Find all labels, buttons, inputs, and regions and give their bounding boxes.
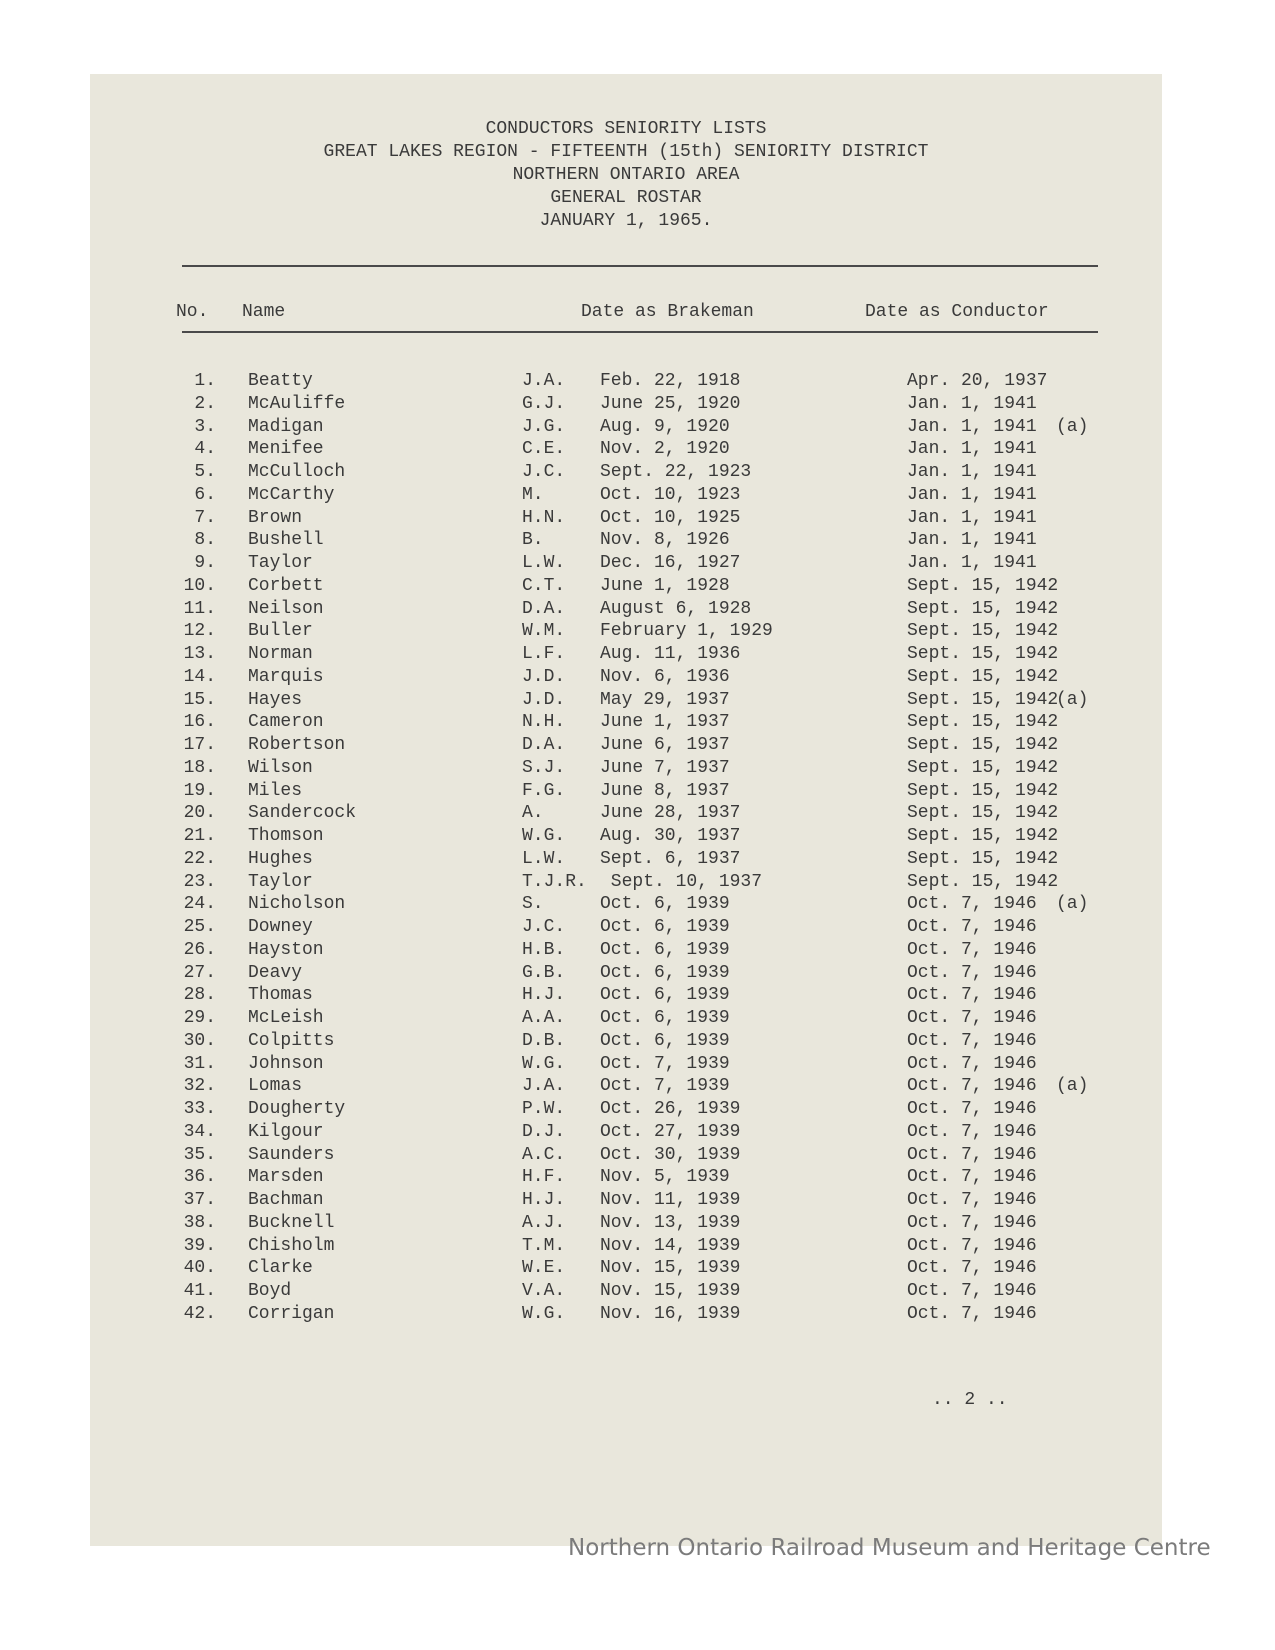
row-name: Deavy [248, 962, 303, 983]
row-number: 31. [183, 1053, 216, 1074]
row-initials: A.A. [522, 1008, 566, 1028]
table-row [90, 871, 1162, 894]
column-header-brakeman: Date as Brakeman [581, 302, 754, 322]
row-initials: G.B. [522, 962, 566, 983]
row-name: Hughes [248, 848, 313, 869]
row-conductor-date: Oct. 7, 1946 [907, 985, 1037, 1006]
row-conductor-date: Oct. 7, 1946 [907, 1030, 1037, 1051]
table-row [90, 1030, 1162, 1053]
heading-line-1: CONDUCTORS SENIORITY LISTS [485, 119, 767, 139]
row-initials: J.C. [522, 917, 566, 937]
seniority-list [90, 370, 1162, 1326]
row-number: 16. [183, 712, 216, 733]
row-name: Norman [248, 644, 313, 664]
row-brakeman-date: Oct. 6, 1939 [600, 985, 730, 1006]
table-row [90, 575, 1162, 598]
row-number: 9. [194, 553, 216, 573]
row-conductor-date: Oct. 7, 1946 [907, 917, 1037, 937]
row-conductor-date: Oct. 7, 1946 [907, 1258, 1037, 1279]
row-name: Bachman [248, 1190, 324, 1210]
table-row [90, 916, 1162, 939]
row-initials: A.C. [522, 1144, 566, 1165]
row-number: 41. [183, 1281, 216, 1301]
row-initials: W.M. [522, 621, 566, 642]
row-initials: J.C. [522, 462, 566, 482]
document-heading [90, 118, 1162, 233]
row-brakeman-date: Oct. 6, 1939 [600, 939, 730, 960]
row-brakeman-date: June 6, 1937 [600, 735, 730, 755]
row-name: Dougherty [248, 1099, 346, 1119]
row-conductor-date: Oct. 7, 1946 [907, 962, 1037, 983]
row-note: (a) [1056, 1076, 1089, 1097]
row-name: Hayston [248, 939, 324, 960]
row-conductor-date: Sept. 15, 1942 [907, 598, 1059, 619]
row-brakeman-date: May 29, 1937 [600, 689, 730, 710]
row-name: Cameron [248, 712, 324, 733]
row-number: 34. [183, 1121, 216, 1142]
table-row [90, 416, 1162, 439]
row-conductor-date: Oct. 7, 1946 [907, 1144, 1037, 1165]
row-conductor-date: Oct. 7, 1946 [907, 1303, 1037, 1324]
row-conductor-date: Sept. 15, 1942 [907, 826, 1059, 846]
row-conductor-date: Oct. 7, 1946 [907, 939, 1037, 960]
row-initials: N.H. [522, 712, 566, 733]
row-name: McAuliffe [248, 393, 346, 414]
page-marker: .. 2 .. [932, 1390, 1008, 1410]
row-conductor-date: Sept. 15, 1942 [907, 575, 1059, 596]
row-brakeman-date: Oct. 30, 1939 [600, 1144, 741, 1165]
row-name: Marsden [248, 1167, 324, 1188]
row-brakeman-date: Nov. 2, 1920 [600, 439, 730, 460]
row-number: 25. [183, 917, 216, 937]
row-number: 37. [183, 1190, 216, 1210]
row-name: Miles [248, 780, 303, 801]
row-name: Saunders [248, 1144, 335, 1165]
row-initials: D.J. [522, 1121, 566, 1142]
row-conductor-date: Jan. 1, 1941 [907, 416, 1037, 437]
table-row [90, 711, 1162, 734]
table-row [90, 507, 1162, 530]
table-row [90, 529, 1162, 552]
row-conductor-date: Jan. 1, 1941 [907, 484, 1037, 505]
heading-line-4: GENERAL ROSTAR [550, 188, 702, 208]
row-initials: H.F. [522, 1167, 566, 1188]
row-number: 3. [194, 416, 216, 437]
table-row [90, 1121, 1162, 1144]
row-brakeman-date: Nov. 14, 1939 [600, 1235, 741, 1256]
table-row [90, 984, 1162, 1007]
row-name: Beatty [248, 371, 313, 391]
row-initials: C.T. [522, 575, 566, 596]
row-number: 19. [183, 780, 216, 801]
row-number: 26. [183, 939, 216, 960]
table-row [90, 1189, 1162, 1212]
row-number: 15. [183, 689, 216, 710]
row-number: 7. [194, 507, 216, 528]
row-number: 21. [183, 826, 216, 846]
row-brakeman-date: August 6, 1928 [600, 598, 752, 619]
row-initials: F.G. [522, 780, 566, 801]
table-row [90, 393, 1162, 416]
row-conductor-date: Jan. 1, 1941 [907, 393, 1037, 414]
row-initials: W.E. [522, 1258, 566, 1279]
row-conductor-date: Oct. 7, 1946 [907, 1121, 1037, 1142]
row-brakeman-date: Nov. 15, 1939 [600, 1258, 741, 1279]
row-brakeman-date: Aug. 9, 1920 [600, 416, 730, 437]
row-number: 28. [183, 985, 216, 1006]
row-number: 30. [183, 1030, 216, 1051]
row-number: 6. [194, 484, 216, 505]
row-name: Bucknell [248, 1212, 335, 1233]
row-brakeman-date: Oct. 27, 1939 [600, 1121, 741, 1142]
row-brakeman-date: February 1, 1929 [600, 621, 773, 642]
row-brakeman-date: June 28, 1937 [600, 803, 741, 824]
row-number: 20. [183, 803, 216, 824]
table-row [90, 689, 1162, 712]
row-initials: H.J. [522, 985, 566, 1006]
row-name: Neilson [248, 598, 324, 619]
row-brakeman-date: June 1, 1937 [600, 712, 730, 733]
row-number: 4. [194, 439, 216, 460]
row-initials: W.G. [522, 1303, 566, 1324]
row-name: Chisholm [248, 1235, 335, 1256]
row-conductor-date: Oct. 7, 1946 [907, 1212, 1037, 1233]
row-conductor-date: Oct. 7, 1946 [907, 1053, 1037, 1074]
row-name: Menifee [248, 439, 324, 460]
row-initials: J.A. [522, 1076, 566, 1097]
row-brakeman-date: June 25, 1920 [600, 393, 741, 414]
row-number: 40. [183, 1258, 216, 1279]
row-initials: B. [522, 530, 544, 551]
row-brakeman-date: Oct. 26, 1939 [600, 1099, 741, 1119]
row-number: 12. [183, 621, 216, 642]
row-number: 8. [194, 530, 216, 551]
row-conductor-date: Oct. 7, 1946 [907, 1008, 1037, 1028]
row-number: 32. [183, 1076, 216, 1097]
row-initials: H.N. [522, 507, 566, 528]
row-conductor-date: Sept. 15, 1942 [907, 803, 1059, 824]
row-initials: P.W. [522, 1099, 566, 1119]
row-initials: S. [522, 894, 544, 915]
row-brakeman-date: Aug. 30, 1937 [600, 826, 741, 846]
row-number: 13. [183, 644, 216, 664]
row-initials: L.W. [522, 553, 566, 573]
heading-line-2: GREAT LAKES REGION - FIFTEENTH (15th) SENIORITY DISTRICT [323, 142, 929, 162]
row-name: Lomas [248, 1076, 303, 1097]
row-conductor-date: Jan. 1, 1941 [907, 439, 1037, 460]
row-initials: T.J.R. [522, 871, 587, 892]
row-brakeman-date: Aug. 11, 1936 [600, 644, 741, 664]
row-note: (a) [1056, 894, 1089, 915]
row-name: Boyd [248, 1281, 292, 1301]
row-initials: A. [522, 803, 544, 824]
row-number: 2. [194, 393, 216, 414]
table-row [90, 643, 1162, 666]
row-number: 38. [183, 1212, 216, 1233]
table-row [90, 939, 1162, 962]
top-divider [182, 265, 1098, 267]
row-brakeman-date: Sept. 6, 1937 [600, 848, 741, 869]
row-initials: D.B. [522, 1030, 566, 1051]
table-row [90, 484, 1162, 507]
row-number: 11. [183, 598, 216, 619]
row-brakeman-date: Oct. 6, 1939 [600, 962, 730, 983]
row-initials: J.G. [522, 416, 566, 437]
table-row [90, 1166, 1162, 1189]
row-brakeman-date: Feb. 22, 1918 [600, 371, 741, 391]
row-brakeman-date: June 1, 1928 [600, 575, 730, 596]
column-header-name: Name [242, 302, 286, 322]
table-row [90, 1280, 1162, 1303]
row-brakeman-date: Oct. 6, 1939 [600, 1030, 730, 1051]
table-row [90, 1212, 1162, 1235]
row-initials: M. [522, 484, 544, 505]
table-row [90, 1053, 1162, 1076]
table-row [90, 1007, 1162, 1030]
row-name: McLeish [248, 1008, 324, 1028]
row-name: McCarthy [248, 484, 335, 505]
row-name: McCulloch [248, 462, 346, 482]
row-name: Hayes [248, 689, 303, 710]
row-number: 5. [194, 462, 216, 482]
row-initials: L.W. [522, 848, 566, 869]
row-number: 24. [183, 894, 216, 915]
table-row [90, 620, 1162, 643]
row-conductor-date: Jan. 1, 1941 [907, 462, 1037, 482]
header-divider [182, 331, 1098, 333]
row-conductor-date: Oct. 7, 1946 [907, 1099, 1037, 1119]
row-note: (a) [1056, 689, 1089, 710]
table-row [90, 1075, 1162, 1098]
row-name: Downey [248, 917, 313, 937]
row-initials: D.A. [522, 735, 566, 755]
table-row [90, 802, 1162, 825]
row-initials: J.A. [522, 371, 566, 391]
heading-line-3: NORTHERN ONTARIO AREA [512, 165, 740, 185]
table-row [90, 1303, 1162, 1326]
row-brakeman-date: Oct. 7, 1939 [600, 1076, 730, 1097]
table-row [90, 370, 1162, 393]
table-row [90, 734, 1162, 757]
row-note: (a) [1056, 416, 1089, 437]
table-row [90, 1257, 1162, 1280]
row-name: Sandercock [248, 803, 357, 824]
row-conductor-date: Jan. 1, 1941 [907, 530, 1037, 551]
row-name: Clarke [248, 1258, 313, 1279]
row-conductor-date: Oct. 7, 1946 [907, 1190, 1037, 1210]
column-header-no: No. [176, 302, 209, 322]
document-page [90, 74, 1162, 1546]
table-row [90, 825, 1162, 848]
row-number: 33. [183, 1099, 216, 1119]
table-row [90, 962, 1162, 985]
row-name: Corbett [248, 575, 324, 596]
row-name: Taylor [248, 553, 313, 573]
table-row [90, 666, 1162, 689]
row-conductor-date: Sept. 15, 1942 [907, 757, 1059, 778]
table-row [90, 438, 1162, 461]
row-brakeman-date: Dec. 16, 1927 [600, 553, 741, 573]
row-number: 42. [183, 1303, 216, 1324]
row-brakeman-date: Nov. 13, 1939 [600, 1212, 741, 1233]
row-conductor-date: Sept. 15, 1942 [907, 871, 1059, 892]
table-row [90, 848, 1162, 871]
row-initials: T.M. [522, 1235, 566, 1256]
table-row [90, 780, 1162, 803]
row-name: Kilgour [248, 1121, 324, 1142]
row-initials: W.G. [522, 1053, 566, 1074]
row-name: Wilson [248, 757, 313, 778]
table-row [90, 1098, 1162, 1121]
row-brakeman-date: Nov. 8, 1926 [600, 530, 730, 551]
row-conductor-date: Apr. 20, 1937 [907, 371, 1048, 391]
row-name: Nicholson [248, 894, 346, 915]
row-conductor-date: Sept. 15, 1942 [907, 712, 1059, 733]
row-number: 10. [183, 575, 216, 596]
row-conductor-date: Oct. 7, 1946 [907, 1076, 1037, 1097]
row-name: Corrigan [248, 1303, 335, 1324]
row-brakeman-date: Nov. 5, 1939 [600, 1167, 730, 1188]
row-brakeman-date: Nov. 11, 1939 [600, 1190, 741, 1210]
row-number: 14. [183, 666, 216, 687]
table-row [90, 757, 1162, 780]
row-brakeman-date: Oct. 6, 1939 [600, 917, 730, 937]
row-conductor-date: Sept. 15, 1942 [907, 666, 1059, 687]
row-number: 23. [183, 871, 216, 892]
table-row [90, 461, 1162, 484]
table-row [90, 598, 1162, 621]
row-brakeman-date: Oct. 10, 1923 [600, 484, 741, 505]
row-initials: C.E. [522, 439, 566, 460]
row-number: 18. [183, 757, 216, 778]
row-initials: W.G. [522, 826, 566, 846]
row-initials: L.F. [522, 644, 566, 664]
row-number: 35. [183, 1144, 216, 1165]
row-name: Thomson [248, 826, 324, 846]
row-conductor-date: Sept. 15, 1942 [907, 644, 1059, 664]
row-conductor-date: Sept. 15, 1942 [907, 689, 1059, 710]
row-initials: G.J. [522, 393, 566, 414]
row-brakeman-date: June 8, 1937 [600, 780, 730, 801]
table-row [90, 552, 1162, 575]
row-conductor-date: Sept. 15, 1942 [907, 621, 1059, 642]
row-name: Brown [248, 507, 303, 528]
row-conductor-date: Sept. 15, 1942 [907, 735, 1059, 755]
row-brakeman-date: Sept. 10, 1937 [600, 871, 763, 892]
row-name: Johnson [248, 1053, 324, 1074]
row-brakeman-date: Oct. 6, 1939 [600, 1008, 730, 1028]
row-initials: S.J. [522, 757, 566, 778]
row-name: Taylor [248, 871, 313, 892]
heading-line-5: JANUARY 1, 1965. [539, 211, 713, 231]
row-number: 27. [183, 962, 216, 983]
row-initials: H.B. [522, 939, 566, 960]
table-row [90, 893, 1162, 916]
row-name: Buller [248, 621, 313, 642]
row-initials: V.A. [522, 1281, 566, 1301]
row-name: Bushell [248, 530, 324, 551]
row-brakeman-date: Oct. 6, 1939 [600, 894, 730, 915]
column-header-conductor: Date as Conductor [865, 302, 1049, 322]
row-initials: H.J. [522, 1190, 566, 1210]
row-number: 29. [183, 1008, 216, 1028]
row-conductor-date: Oct. 7, 1946 [907, 1281, 1037, 1301]
row-name: Colpitts [248, 1030, 335, 1051]
row-name: Thomas [248, 985, 313, 1006]
row-number: 39. [183, 1235, 216, 1256]
row-number: 36. [183, 1167, 216, 1188]
row-brakeman-date: Nov. 15, 1939 [600, 1281, 741, 1301]
row-brakeman-date: Nov. 6, 1936 [600, 666, 730, 687]
row-conductor-date: Oct. 7, 1946 [907, 1235, 1037, 1256]
row-number: 17. [183, 735, 216, 755]
table-row [90, 1235, 1162, 1258]
row-brakeman-date: June 7, 1937 [600, 757, 730, 778]
row-conductor-date: Sept. 15, 1942 [907, 780, 1059, 801]
row-initials: J.D. [522, 666, 566, 687]
row-initials: A.J. [522, 1212, 566, 1233]
row-conductor-date: Oct. 7, 1946 [907, 1167, 1037, 1188]
row-brakeman-date: Nov. 16, 1939 [600, 1303, 741, 1324]
row-brakeman-date: Oct. 7, 1939 [600, 1053, 730, 1074]
table-row [90, 1144, 1162, 1167]
row-name: Robertson [248, 735, 346, 755]
row-number: 1. [194, 371, 216, 391]
row-brakeman-date: Oct. 10, 1925 [600, 507, 741, 528]
row-name: Marquis [248, 666, 324, 687]
row-conductor-date: Jan. 1, 1941 [907, 507, 1037, 528]
row-conductor-date: Jan. 1, 1941 [907, 553, 1037, 573]
row-initials: J.D. [522, 689, 566, 710]
row-name: Madigan [248, 416, 324, 437]
row-conductor-date: Sept. 15, 1942 [907, 848, 1059, 869]
row-brakeman-date: Sept. 22, 1923 [600, 462, 752, 482]
museum-credit: Northern Ontario Railroad Museum and Heritage Centre [568, 1535, 1211, 1561]
row-initials: D.A. [522, 598, 566, 619]
row-conductor-date: Oct. 7, 1946 [907, 894, 1037, 915]
row-number: 22. [183, 848, 216, 869]
